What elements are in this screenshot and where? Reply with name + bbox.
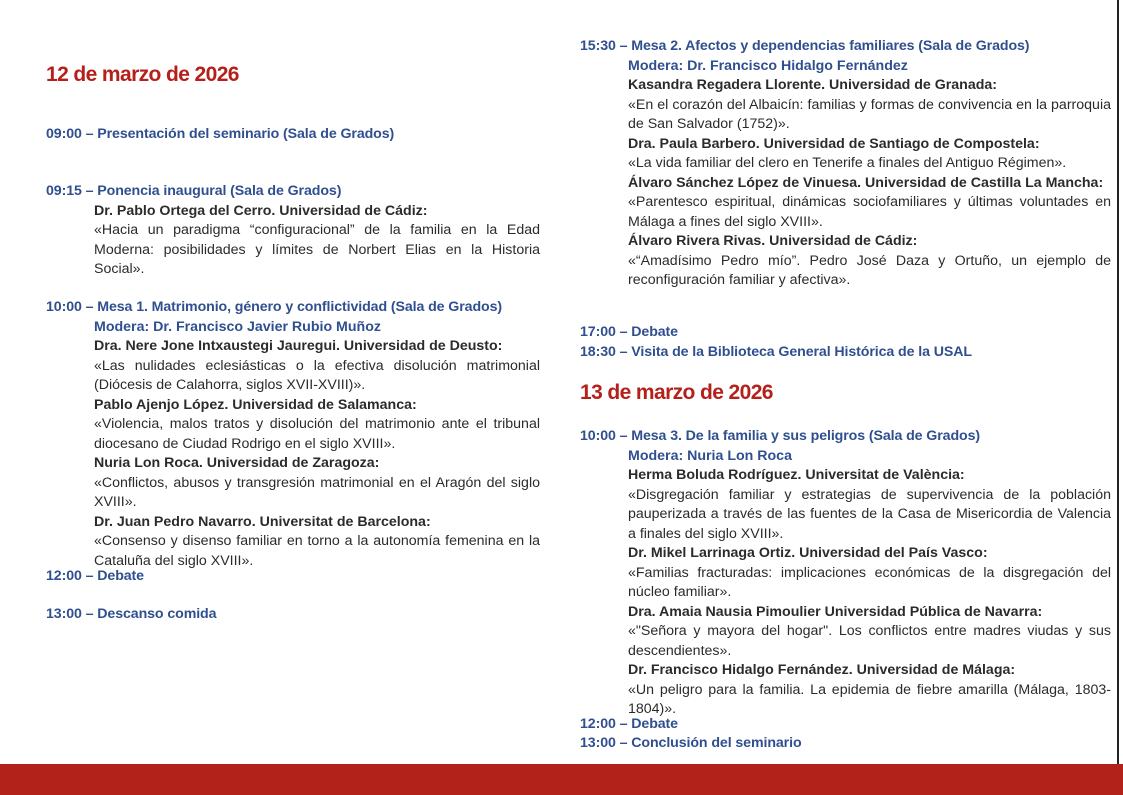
talk-item: [628, 603, 1111, 662]
talk-title: «“Amadísimo Pedro mío”. Pedro José Daza y Ortuño, un ejemplo de reconfiguración familiar y afectiva».: [628, 252, 1111, 288]
talk-item: [94, 454, 540, 513]
session-body: [46, 202, 540, 280]
talk-item: [628, 135, 1111, 174]
speaker-name: Dra. Nere Jone Intxaustegi Jauregui. Universidad de Deusto:: [94, 338, 503, 354]
talk-item: [628, 661, 1111, 720]
session-heading: 13:00 – Conclusión del seminario: [580, 735, 802, 751]
speaker-name: Nuria Lon Roca. Universidad de Zaragoza:: [94, 455, 380, 471]
talk-item: [628, 76, 1111, 135]
speaker-name: Kasandra Regadera Llorente. Universidad de Granada:: [628, 77, 997, 93]
session-heading: 12:00 – Debate: [580, 716, 678, 732]
talk-title: «Parentesco espiritual, dinámicas sociofamiliares y últimas voluntades en Málaga a fines del siglo XVIII».: [628, 194, 1111, 230]
talk-title: «Un peligro para la familia. La epidemia de fiebre amarilla (Málaga, 1803-1804)».: [628, 681, 1111, 717]
talk-item: [628, 466, 1111, 544]
talk-title: «Conflictos, abusos y transgresión matrimonial en el Aragón del siglo XVIII».: [94, 474, 540, 510]
session-heading: 09:00 – Presentación del seminario (Sala de Grados): [46, 126, 395, 142]
speaker-name: Dra. Amaia Nausia Pimoulier Universidad Pública de Navarra:: [628, 603, 1043, 620]
talk-item: [628, 174, 1111, 233]
speaker-name: Dr. Pablo Ortega del Cerro. Universidad de Cádiz:: [94, 202, 428, 219]
moderator: Modera: Dr. Francisco Javier Rubio Muñoz: [94, 318, 381, 335]
session-library-visit: [580, 343, 1111, 363]
moderator: Modera: Nuria Lon Roca: [628, 447, 792, 464]
speaker-name: Álvaro Sánchez López de Vinuesa. Universidad de Castilla La Mancha:: [628, 174, 1104, 191]
session-lunch: [46, 605, 540, 625]
session-heading: 13:00 – Descanso comida: [46, 606, 217, 622]
speaker-name: Herma Boluda Rodríguez. Universitat de València:: [628, 467, 965, 483]
talk-item: [628, 232, 1111, 291]
session-heading: 12:00 – Debate: [46, 568, 144, 584]
session-heading: 17:00 – Debate: [580, 324, 678, 340]
talk-title: «Disgregación familiar y estrategias de supervivencia de la población pauperizada a través de las fuentes de la Casa de Misericordia de Valencia a finales del siglo XVIII».: [628, 486, 1111, 542]
session-heading: 18:30 – Visita de la Biblioteca General Histórica de la USAL: [580, 344, 972, 360]
speaker-name: Álvaro Rivera Rivas. Universidad de Cádiz:: [628, 233, 918, 249]
talk-title: «Hacia un paradigma “configuracional” de la familia en la Edad Moderna: posibilidades y límites de Norbert Elias en la Historia Social».: [94, 222, 540, 277]
moderator: Modera: Dr. Francisco Hidalgo Fernández: [628, 57, 908, 74]
talk-title: «Consenso y disenso familiar en torno a la autonomía femenina en la Cataluña del siglo XVIII».: [94, 533, 540, 569]
footer-bar: [0, 764, 1123, 795]
talk-title: «Violencia, malos tratos y disolución del matrimonio ante el tribunal diocesano de Ciudad Rodrigo en el siglo XVIII».: [94, 416, 540, 452]
session-body: [46, 318, 540, 572]
talk-title: «Las nulidades eclesiásticas o la efectiva disolución matrimonial (Diócesis de Calahorra, siglos XVII-XVIII)».: [94, 357, 540, 393]
session-heading: 09:15 – Ponencia inaugural (Sala de Grados): [46, 183, 342, 199]
talk-item: [628, 544, 1111, 603]
session-plenary: [46, 182, 540, 280]
session-mesa-1: [46, 298, 540, 571]
day-title-march-12: 12 de marzo de 2026: [46, 63, 239, 86]
session-debate: [46, 567, 540, 587]
session-mesa-3: [580, 427, 1111, 720]
session-presentation: [46, 125, 540, 145]
talk-title: «"Señora y mayora del hogar". Los conflictos entre madres viudas y sus descendientes».: [628, 623, 1111, 659]
session-heading: 10:00 – Mesa 3. De la familia y sus peligros (Sala de Grados): [580, 428, 980, 444]
session-mesa-2: [580, 37, 1111, 291]
talk-item: [94, 396, 540, 455]
talk-title: «La vida familiar del clero en Tenerife a finales del Antiguo Régimen».: [628, 155, 1067, 171]
talk-title: «En el corazón del Albaicín: familias y formas de convivencia en la parroquia de San Salvador (1752)».: [628, 96, 1111, 132]
session-conclusion: [580, 734, 1111, 754]
speaker-name: Dr. Mikel Larrinaga Ortiz. Universidad del País Vasco:: [628, 545, 988, 561]
session-body: [580, 57, 1111, 291]
speaker-name: Dr. Francisco Hidalgo Fernández. Universidad de Málaga:: [628, 662, 1016, 678]
speaker-name: Pablo Ajenjo López. Universidad de Salamanca:: [94, 396, 417, 413]
session-debate-afternoon: [580, 323, 1111, 343]
session-body: [580, 447, 1111, 720]
session-debate-march-13: [580, 715, 1111, 735]
talk-title: «Familias fracturadas: implicaciones económicas de la disgregación del núcleo familiar».: [628, 564, 1111, 600]
session-heading: 10:00 – Mesa 1. Matrimonio, género y conflictividad (Sala de Grados): [46, 299, 503, 315]
talk-item: [94, 513, 540, 572]
talk-item: [94, 337, 540, 396]
speaker-name: Dr. Juan Pedro Navarro. Universitat de Barcelona:: [94, 513, 431, 530]
page-edge-line: [1117, 0, 1119, 764]
speaker-name: Dra. Paula Barbero. Universidad de Santiago de Compostela:: [628, 135, 1040, 152]
day-title-march-13: 13 de marzo de 2026: [580, 381, 773, 404]
session-heading: 15:30 – Mesa 2. Afectos y dependencias familiares (Sala de Grados): [580, 38, 1030, 54]
